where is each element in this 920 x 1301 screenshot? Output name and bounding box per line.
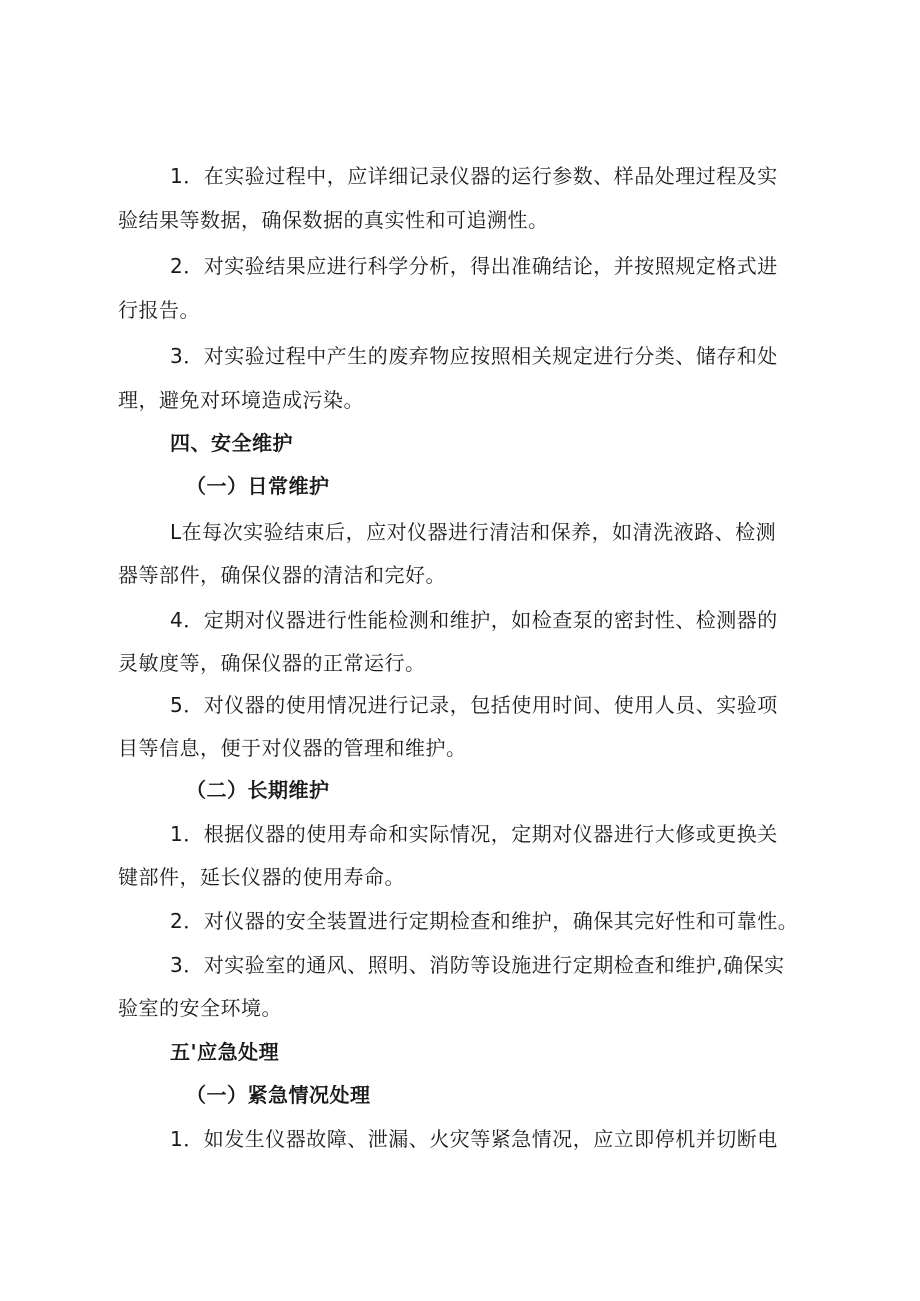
subsection-heading: （二）长期维护 bbox=[186, 778, 330, 802]
paragraph-line: 4．定期对仪器进行性能检测和维护，如检查泵的密封性、检测器的 bbox=[170, 608, 778, 632]
subsection-heading: （一）紧急情况处理 bbox=[186, 1083, 371, 1107]
subsection-heading: （一）日常维护 bbox=[186, 474, 330, 498]
section-heading: 五'应急处理 bbox=[170, 1040, 280, 1064]
paragraph-line: 1．在实验过程中，应详细记录仪器的运行参数、样品处理过程及实 bbox=[170, 164, 778, 188]
paragraph-line: 验结果等数据，确保数据的真实性和可追溯性。 bbox=[118, 208, 549, 232]
paragraph-line: 验室的安全环境。 bbox=[118, 996, 282, 1020]
paragraph-line: L在每次实验结束后，应对仪器进行清洁和保养，如清洗液路、检测 bbox=[170, 520, 777, 544]
paragraph-line: 灵敏度等，确保仪器的正常运行。 bbox=[118, 651, 426, 675]
paragraph-line: 1．根据仪器的使用寿命和实际情况，定期对仪器进行大修或更换关 bbox=[170, 822, 778, 846]
paragraph-line: 目等信息，便于对仪器的管理和维护。 bbox=[118, 736, 467, 760]
paragraph-line: 2．对仪器的安全装置进行定期检查和维护，确保其完好性和可靠性。 bbox=[170, 909, 799, 933]
paragraph-line: 5．对仪器的使用情况进行记录，包括使用时间、使用人员、实验项 bbox=[170, 693, 778, 717]
paragraph-line: 1．如发生仪器故障、泄漏、火灾等紧急情况，应立即停机并切断电 bbox=[170, 1127, 778, 1151]
paragraph-line: 2．对实验结果应进行科学分析，得出准确结论，并按照规定格式进 bbox=[170, 254, 778, 278]
section-heading: 四、安全维护 bbox=[170, 431, 293, 455]
paragraph-line: 行报告。 bbox=[118, 298, 200, 322]
paragraph-line: 3．对实验过程中产生的废弃物应按照相关规定进行分类、储存和处 bbox=[170, 344, 778, 368]
paragraph-line: 器等部件，确保仪器的清洁和完好。 bbox=[118, 563, 446, 587]
paragraph-line: 键部件，延长仪器的使用寿命。 bbox=[118, 865, 405, 889]
paragraph-line: 3．对实验室的通风、照明、消防等设施进行定期检查和维护,确保实 bbox=[170, 953, 785, 977]
paragraph-line: 理，避免对环境造成污染。 bbox=[118, 388, 364, 412]
